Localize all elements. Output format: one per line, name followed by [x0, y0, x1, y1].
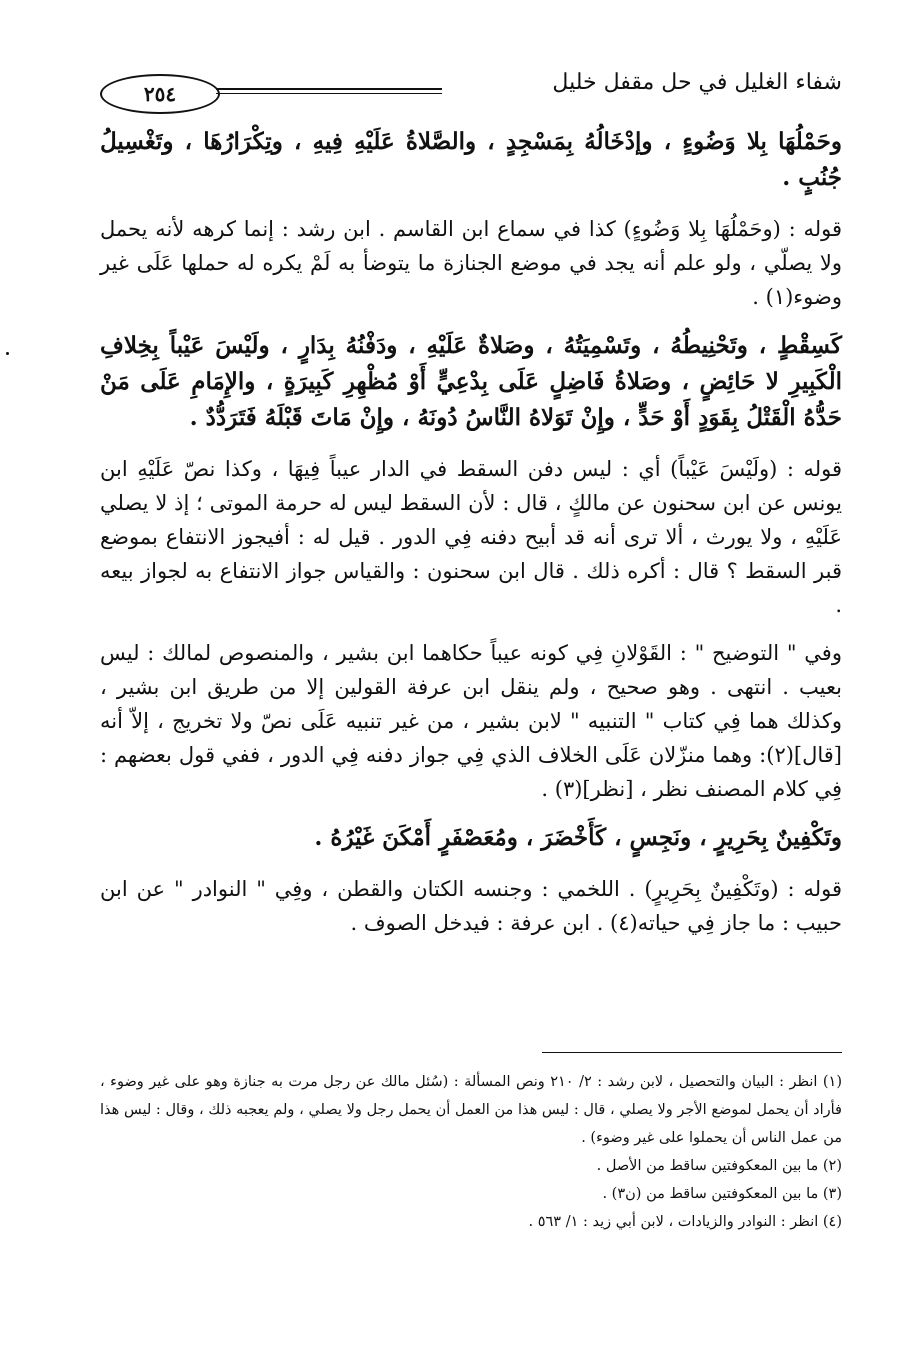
commentary-paragraph: قوله : (وحَمْلُهَا بِلا وَضُوءٍ) كذا في سماع ابن القاسم . ابن رشد : إنما كرهه لأنه يحمل ولا يصلّي ، ولو علم أنه يجد في موضع الجنازة ما يتوضأ به لَمْ يكره له حملها عَلَى غير وضوء(١) .	[100, 217, 842, 309]
matn-paragraph: وحَمْلُهَا بِلا وَضُوءٍ ، وإدْخَالُهُ بِمَسْجِدٍ ، والصَّلاةُ عَلَيْهِ فِيهِ ، وتِكْرَارُهَا ، وتَغْسِيلُ جُنُبٍ .	[100, 128, 842, 191]
commentary-paragraph: قوله : (وتَكْفِينٌ بِحَرِيرٍ) . اللخمي : وجنسه الكتان والقطن ، وفِي " النوادر " عن ابن حبيب : ما جاز فِي حياته(٤) . ابن عرفة : فيدخل الصوف .	[100, 877, 842, 935]
footnote-separator	[542, 1052, 842, 1053]
footnote-3: (٣) ما بين المعكوفتين ساقط من (ن٣) .	[602, 1186, 842, 1202]
commentary-paragraph: وفي " التوضيح " : القَوْلانِ فِي كونه عيباً حكاهما ابن بشير ، والمنصوص لمالك : ليس بعيب . انتهى . وهو صحيح ، ولم ينقل ابن عرفة القولين إلا من طريق ابن بشير ، وكذلك هما فِي كتاب " التنبيه " لابن بشير ، من غير تنبيه عَلَى نصّ ولا تخريج ، إلاّ أنه [قال](٢): وهما منزّلان عَلَى الخلاف الذي فِي جواز دفنه فِي الدور ، ففي قول بعضهم : فِي كلام المصنف نظر ، [نظر](٣) .	[100, 641, 842, 801]
header-rule	[216, 88, 442, 90]
matn-paragraph: كَسِقْطٍ ، وتَحْنِيطُهُ ، وتَسْمِيَتُهُ ، وصَلاةٌ عَلَيْهِ ، ودَفْنُهُ بِدَارٍ ، ولَيْسَ عَيْباً بِخِلافِ الْكَبِيرِ لا حَائِضٍ ، وصَلاةُ فَاضِلٍ عَلَى بِدْعِيٍّ أَوْ مُظْهِرِ كَبِيرَةٍ ، والإِمَامِ عَلَى مَنْ حَدُّهُ الْقَتْلُ بِقَوَدٍ أَوْ حَدٍّ ، وإِنْ تَوَلاهُ النَّاسُ دُونَهُ ، وإِنْ مَاتَ قَبْلَهُ فَتَرَدُّدٌ .	[100, 332, 842, 431]
main-text	[100, 124, 842, 954]
commentary-paragraph: قوله : (ولَيْسَ عَيْباً) أي : ليس دفن السقط في الدار عيباً فِيهَا ، وكذا نصّ عَلَيْهِ ابن يونس عن ابن سحنون عن مالكٍ ، قال : لأن السقط ليس له حرمة الموتى ؛ إذ لا يصلي عَلَيْهِ ، ولا يورث ، ألا ترى أنه قد أبيح دفنه فِي الدور . قيل له : أفيجوز الانتفاع بموضع قبر السقط ؟ قال : أكره ذلك . قال ابن سحنون : والقياس جواز الانتفاع به لجواز بيعه .	[100, 457, 842, 617]
matn-paragraph: وتَكْفِينٌ بِحَرِيرٍ ، ونَجِسٍ ، كَأَخْضَرَ ، ومُعَصْفَرٍ أَمْكَنَ غَيْرُهُ .	[314, 824, 842, 851]
footnote-1: (١) انظر : البيان والتحصيل ، لابن رشد : ٢/ ٢١٠ ونص المسألة : (سُئل مالك عن رجل مرت به جنازة وهو على غير وضوء ، فأراد أن يحمل لموضع الأجر ولا يصلي ، قال : ليس هذا من العمل أن يحمل رجل ولا يصلي ، ولم يعجبه ذلك ، وقال : ليس هذا من عمل الناس أن يحملوا على غير وضوء) .	[100, 1074, 842, 1146]
margin-mark	[6, 352, 9, 355]
page-number: ٢٥٤	[143, 82, 177, 106]
footnote-4: (٤) انظر : النوادر والزيادات ، لابن أبي زيد : ١/ ٥٦٣ .	[528, 1214, 842, 1230]
running-title: شفاء الغليل في حل مقفل خليل	[552, 70, 842, 95]
page-header	[100, 64, 842, 116]
footnotes	[100, 1068, 842, 1236]
page-number-oval	[100, 74, 220, 114]
header-rule-thin	[216, 93, 442, 94]
footnote-2: (٢) ما بين المعكوفتين ساقط من الأصل .	[596, 1158, 842, 1174]
